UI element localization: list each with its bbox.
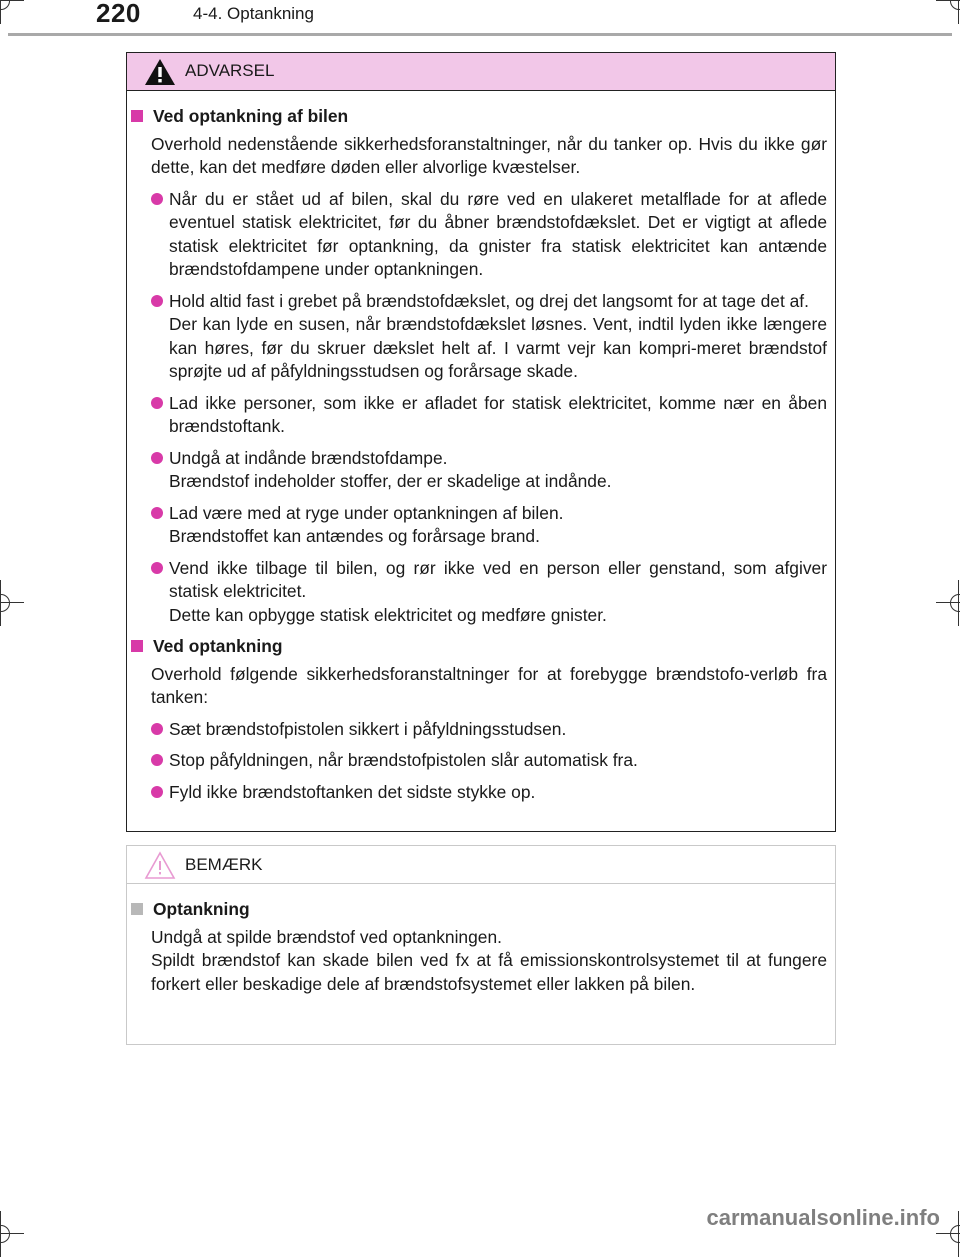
round-bullet-icon xyxy=(151,754,163,766)
warning-title: ADVARSEL xyxy=(185,61,275,80)
square-bullet-icon xyxy=(131,640,143,652)
section-heading: Ved optankning xyxy=(131,635,827,659)
header-divider xyxy=(8,33,952,36)
section-title: 4-4. Optankning xyxy=(193,4,314,23)
warning-box xyxy=(126,52,836,832)
registration-mark-icon xyxy=(946,1221,960,1247)
list-item: Stop påfyldningen, når brændstofpistolen slår automatisk fra. xyxy=(131,749,827,773)
registration-mark-icon xyxy=(946,0,960,14)
list-item: Hold altid fast i grebet på brændstofdækslet, og drej det langsomt for at tage det af. Der kan lyde en susen, når brændstofdækslet løsnes. Vent, indtil lyden ikke længere kan høres, før du skruer dækslet helt af. I varmt vejr kan kompri-meret brændstof sprøjte ud af påfyldningsstudsen og forårsage skade. xyxy=(131,290,827,384)
round-bullet-icon xyxy=(151,507,163,519)
section-intro: Overhold følgende sikkerhedsforanstaltninger for at forebygge brændstofo-verløb fra tanken: xyxy=(151,663,827,707)
square-bullet-icon xyxy=(131,110,143,122)
round-bullet-icon xyxy=(151,397,163,409)
registration-mark-icon xyxy=(946,590,960,616)
registration-mark-icon xyxy=(0,590,14,616)
round-bullet-icon xyxy=(151,193,163,205)
square-bullet-icon xyxy=(131,903,143,915)
registration-mark-icon xyxy=(0,0,14,14)
caution-triangle-icon xyxy=(143,850,177,880)
list-item: Lad være med at ryge under optankningen af bilen. Brændstoffet kan antændes og forårsage brand. xyxy=(131,502,827,549)
warning-body xyxy=(127,91,835,804)
note-body xyxy=(127,884,835,996)
note-line: Undgå at spilde brændstof ved optankningen. xyxy=(151,926,502,947)
section-heading: Optankning xyxy=(131,898,827,922)
list-item: Vend ikke tilbage til bilen, og rør ikke ved en person eller genstand, som afgiver statisk elektricitet. Dette kan opbygge statisk elektricitet og medføre gnister. xyxy=(131,557,827,628)
list-item: Fyld ikke brændstoftanken det sidste stykke op. xyxy=(131,781,827,805)
registration-mark-icon xyxy=(0,1221,14,1247)
round-bullet-icon xyxy=(151,295,163,307)
list-item: Sæt brændstofpistolen sikkert i påfyldningsstudsen. xyxy=(131,718,827,742)
note-title: BEMÆRK xyxy=(185,855,263,874)
list-item: Når du er stået ud af bilen, skal du røre ved en ulakeret metalflade for at aflede eventuel statisk elektricitet, før du åbner brændstofdækslet. Det er vigtigt at aflede statisk elektricitet før optankning, da gnister fra statisk elektricitet kan antænde brændstofdampene under optankningen. xyxy=(131,188,827,282)
round-bullet-icon xyxy=(151,562,163,574)
note-box xyxy=(126,845,836,1045)
warning-header xyxy=(127,53,835,91)
note-header xyxy=(127,846,835,884)
list-item: Undgå at indånde brændstofdampe. Brændstof indeholder stoffer, der er skadelige at indånde. xyxy=(131,447,827,494)
section-intro: Overhold nedenstående sikkerhedsforanstaltninger, når du tanker op. Hvis du ikke gør dette, kan det medføre døden eller alvorlige kvæstelser. xyxy=(151,133,827,177)
round-bullet-icon xyxy=(151,452,163,464)
section-heading: Ved optankning af bilen xyxy=(131,105,827,129)
round-bullet-icon xyxy=(151,786,163,798)
page-number: 220 xyxy=(96,0,141,28)
round-bullet-icon xyxy=(151,723,163,735)
list-item: Lad ikke personer, som ikke er afladet for statisk elektricitet, komme nær en åben brændstoftank. xyxy=(131,392,827,439)
note-line: Spildt brændstof kan skade bilen ved fx at få emissionskontrolsystemet til at fungere forkert eller beskadige dele af brændstofsystemet eller lakken på bilen. xyxy=(151,950,827,994)
warning-triangle-icon xyxy=(143,57,177,87)
watermark: carmanualsonline.info xyxy=(706,1205,940,1230)
